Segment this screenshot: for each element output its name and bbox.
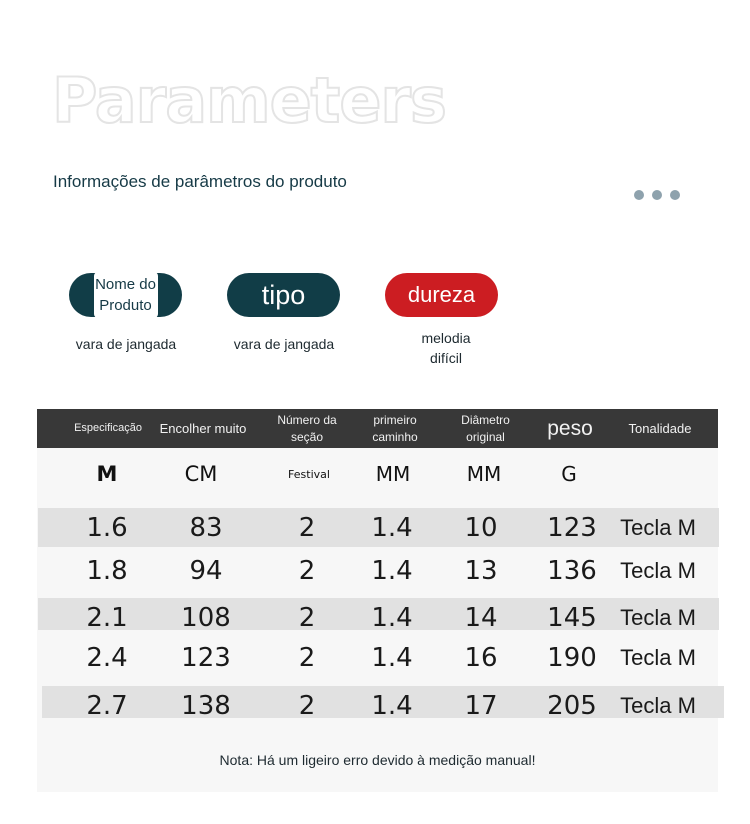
unit-cell: G: [561, 462, 577, 486]
product-name-value: vara de jangada: [75, 336, 177, 352]
col-header-shrink: Encolher muito: [159, 421, 247, 436]
table-cell: 2.4: [86, 642, 128, 673]
hardness-label: dureza: [407, 282, 476, 307]
unit-cell: M: [96, 462, 118, 486]
table-cell: 2: [298, 642, 316, 673]
unit-cell: [622, 448, 692, 500]
table-cell: 123: [547, 512, 597, 543]
table-cell: 1.8: [86, 555, 128, 586]
table-cell: 2.7: [86, 690, 128, 721]
unit-cell: Festival: [288, 467, 330, 481]
col-header-sections: Número da seção: [277, 412, 337, 444]
table-cell: 2: [298, 690, 316, 721]
table-cell: Tecla M: [620, 644, 696, 670]
more-dots-icon: [634, 190, 680, 200]
table-cell: Tecla M: [620, 514, 696, 540]
col-header-spec: Especificação: [74, 422, 142, 434]
table-cell: 136: [547, 555, 597, 586]
table-cell: 1.4: [371, 512, 413, 543]
table-cell: 190: [547, 642, 597, 673]
table-cell: 2: [298, 555, 316, 586]
table-cell: 1.4: [371, 642, 413, 673]
table-row: [38, 598, 719, 633]
table-cell: 108: [181, 602, 231, 633]
table-cell: 138: [181, 690, 231, 721]
unit-row: [37, 448, 718, 500]
table-cell: 14: [464, 602, 498, 633]
table-cell: 16: [464, 642, 498, 673]
type-badge: [227, 273, 340, 317]
product-name-badge: [69, 273, 182, 317]
product-name-label: Nome do Produto: [94, 272, 158, 318]
table-row: [42, 686, 724, 721]
table-cell: 83: [189, 512, 223, 543]
table-cell: 2.1: [86, 602, 128, 633]
table-cell: Tecla M: [620, 604, 696, 630]
page-title: Parameters: [52, 64, 446, 137]
hardness-badge: [385, 273, 498, 317]
table-header: [37, 409, 718, 448]
hardness-value: melodia difícil: [421, 330, 471, 366]
table-row: [38, 551, 719, 590]
measurement-note: Nota: Há um ligeiro erro devido à medição manual!: [219, 752, 536, 768]
col-header-diameter: Diâmetro original: [461, 412, 510, 444]
table-row: [38, 638, 719, 677]
table-cell: 145: [547, 602, 597, 633]
table-cell: Tecla M: [620, 557, 696, 583]
type-label: tipo: [261, 279, 306, 310]
table-cell: 2: [298, 512, 316, 543]
table-cell: 1.4: [371, 555, 413, 586]
page-subtitle: Informações de parâmetros do produto: [53, 172, 347, 191]
table-cell: 123: [181, 642, 231, 673]
table-cell: 1.6: [86, 512, 128, 543]
unit-cell: MM: [466, 462, 502, 486]
table-cell: 1.4: [371, 690, 413, 721]
table-cell: 1.4: [371, 602, 413, 633]
col-header-tone: Tonalidade: [628, 421, 692, 436]
table-cell: 205: [547, 690, 597, 721]
col-header-first-path: primeiro caminho: [372, 412, 418, 444]
unit-cell: CM: [184, 462, 218, 486]
type-value: vara de jangada: [233, 336, 335, 352]
table-cell: 94: [189, 555, 223, 586]
table-cell: 17: [464, 690, 498, 721]
table-cell: 2: [298, 602, 316, 633]
table-cell: 13: [464, 555, 498, 586]
col-header-weight: peso: [547, 417, 593, 440]
table-cell: 10: [464, 512, 498, 543]
table-row: [38, 508, 719, 547]
unit-cell: MM: [375, 462, 411, 486]
table-cell: Tecla M: [620, 692, 696, 718]
